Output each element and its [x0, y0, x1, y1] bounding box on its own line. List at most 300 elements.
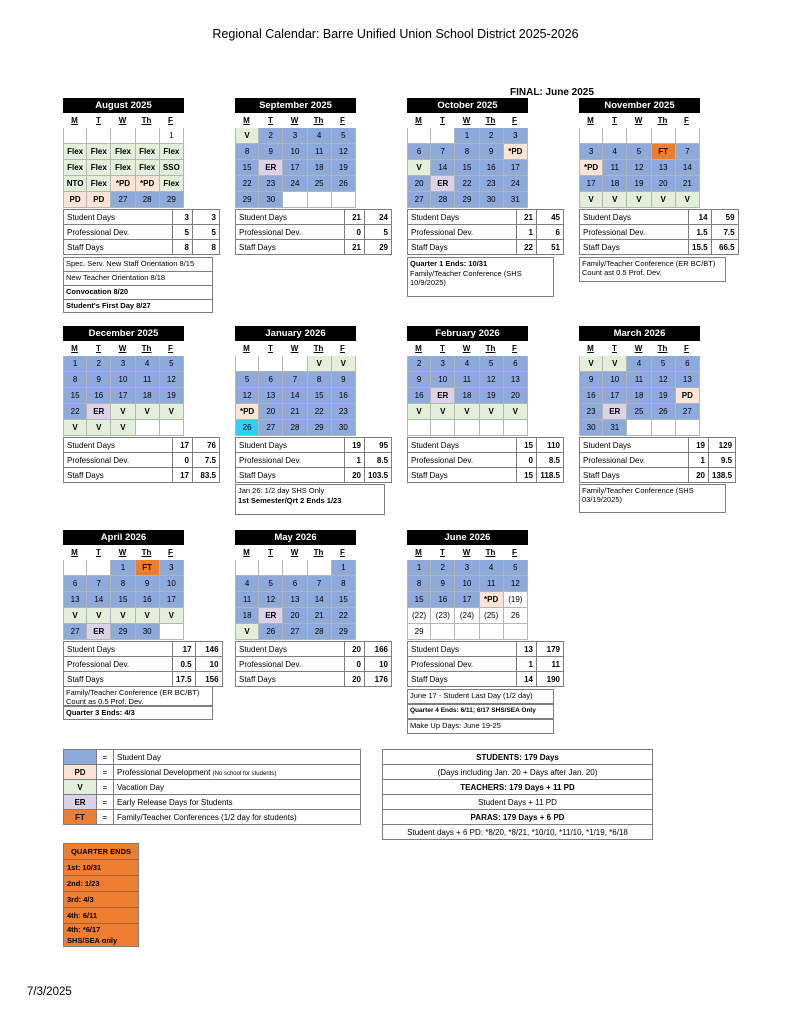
- weekday-label: F: [159, 113, 183, 128]
- day-cell: 15: [455, 160, 479, 176]
- day-cell: 1: [332, 560, 356, 576]
- day-cell: 30: [259, 192, 283, 208]
- weekday-label: W: [627, 113, 651, 128]
- day-cell: 9: [407, 372, 431, 388]
- day-cell: 6: [259, 372, 283, 388]
- day-cell: 21: [283, 404, 307, 420]
- stats-row: [236, 240, 392, 255]
- day-cell: [431, 624, 455, 640]
- day-cell: 17: [455, 592, 479, 608]
- day-cell: 24: [504, 176, 528, 192]
- day-cell: 4: [480, 560, 504, 576]
- day-cell: 8: [407, 576, 431, 592]
- day-cell: 8: [455, 144, 479, 160]
- weekday-label: Th: [651, 341, 675, 356]
- week-row: [407, 624, 528, 640]
- week-row: [407, 576, 528, 592]
- note-apr-conference: Family/Teacher Conference (ER BC/BT) Count as 0.5 Prof. Dev.: [63, 686, 213, 706]
- day-cell: 20: [283, 608, 307, 624]
- day-cell: [652, 128, 676, 144]
- stats-month-count: 21: [345, 240, 365, 255]
- day-cell: V: [235, 128, 259, 144]
- stats-cumulative: 10: [195, 657, 222, 672]
- week-row: [63, 576, 184, 592]
- day-cell: V: [603, 192, 627, 208]
- note-aug-new-teacher: New Teacher Orientation 8/18: [63, 271, 213, 286]
- day-cell: 27: [111, 192, 135, 208]
- week-row: [235, 420, 356, 436]
- day-cell: 26: [652, 404, 676, 420]
- day-cell: (23): [431, 608, 455, 624]
- weekday-label: M: [407, 113, 431, 128]
- stats-row: [236, 453, 392, 468]
- day-cell: 4: [235, 576, 259, 592]
- stats-row: [236, 642, 392, 657]
- stats-cumulative: 129: [709, 438, 736, 453]
- day-cell: 9: [259, 144, 283, 160]
- legend-row: [64, 750, 361, 765]
- day-cell: 16: [136, 592, 160, 608]
- day-cell: (25): [480, 608, 504, 624]
- summary-teachers: TEACHERS: 179 Days + 11 PD: [383, 780, 653, 795]
- stats-label: Student Days: [64, 642, 173, 657]
- month-stats: [407, 437, 564, 483]
- weekday-label: F: [503, 545, 527, 560]
- day-cell: 11: [627, 372, 651, 388]
- day-cell: [431, 128, 455, 144]
- stats-row: [408, 453, 564, 468]
- day-cell: 10: [283, 144, 307, 160]
- legend-swatch: V: [64, 780, 97, 795]
- week-row: [235, 592, 356, 608]
- day-cell: PD: [87, 192, 111, 208]
- day-cell: 5: [259, 576, 283, 592]
- stats-cumulative: 179: [537, 642, 564, 657]
- day-cell: 6: [63, 576, 87, 592]
- day-cell: FT: [652, 144, 676, 160]
- day-cell: 16: [407, 388, 431, 404]
- day-cell: 5: [235, 372, 259, 388]
- stats-row: [236, 672, 392, 687]
- day-cell: V: [603, 356, 627, 372]
- weekday-header: [579, 341, 700, 356]
- stats-cumulative: 190: [537, 672, 564, 687]
- day-cell: 28: [431, 192, 455, 208]
- day-cell: 23: [332, 404, 356, 420]
- day-cell: [431, 420, 455, 436]
- day-cell: 17: [283, 160, 307, 176]
- day-cell: 26: [259, 624, 283, 640]
- day-cell: 29: [407, 624, 431, 640]
- week-row: [235, 128, 356, 144]
- stats-cumulative: 76: [193, 438, 220, 453]
- week-row: [579, 356, 700, 372]
- day-cell: [283, 356, 307, 372]
- weekday-label: M: [407, 545, 431, 560]
- stats-row: [408, 225, 564, 240]
- weekday-header: [63, 341, 184, 356]
- stats-label: Professional Dev.: [64, 657, 173, 672]
- day-cell: 12: [480, 372, 504, 388]
- stats-month-count: 20: [345, 468, 365, 483]
- month-calendar: [407, 326, 528, 436]
- stats-label: Professional Dev.: [236, 225, 345, 240]
- day-cell: V: [627, 192, 651, 208]
- weekday-label: W: [111, 113, 135, 128]
- weekday-label: T: [259, 341, 283, 356]
- weekday-label: F: [675, 341, 699, 356]
- day-cell: V: [480, 404, 504, 420]
- day-cell: 5: [627, 144, 651, 160]
- stats-row: [236, 657, 392, 672]
- legend-table: [63, 749, 361, 825]
- day-cell: V: [87, 420, 111, 436]
- day-cell: [235, 560, 259, 576]
- day-cell: 6: [407, 144, 431, 160]
- day-cell: Flex: [87, 176, 111, 192]
- day-cell: 2: [259, 128, 283, 144]
- day-cell: 9: [332, 372, 356, 388]
- legend-text: Family/Teacher Conferences (1/2 day for students): [114, 810, 361, 825]
- week-row: [407, 176, 528, 192]
- day-cell: 15: [332, 592, 356, 608]
- day-cell: Flex: [111, 160, 135, 176]
- day-cell: 26: [235, 420, 259, 436]
- day-cell: 2: [87, 356, 111, 372]
- stats-label: Staff Days: [408, 672, 517, 687]
- stats-row: [64, 240, 220, 255]
- day-cell: 9: [431, 576, 455, 592]
- week-row: [407, 420, 528, 436]
- day-cell: V: [579, 356, 603, 372]
- stats-label: Professional Dev.: [236, 657, 345, 672]
- day-cell: [283, 560, 307, 576]
- stats-label: Staff Days: [580, 240, 689, 255]
- day-cell: [407, 420, 431, 436]
- day-cell: 23: [259, 176, 283, 192]
- quarter-row: 3rd: 4/3: [64, 892, 138, 908]
- month-title: May 2026: [235, 530, 356, 545]
- month-calendar: [63, 326, 184, 436]
- day-cell: 2: [480, 128, 504, 144]
- stats-label: Professional Dev.: [236, 453, 345, 468]
- day-cell: [627, 128, 651, 144]
- weekday-label: Th: [307, 113, 331, 128]
- stats-cumulative: 9.5: [709, 453, 736, 468]
- week-row: [407, 356, 528, 372]
- day-cell: 3: [431, 356, 455, 372]
- stats-row: [236, 225, 392, 240]
- week-row: [235, 576, 356, 592]
- week-row: [579, 176, 700, 192]
- month-calendar: [579, 326, 700, 436]
- stats-month-count: 17: [173, 642, 196, 657]
- stats-label: Student Days: [236, 438, 345, 453]
- stats-row: [408, 240, 564, 255]
- stats-cumulative: 66.5: [711, 240, 738, 255]
- day-cell: 6: [676, 356, 700, 372]
- quarter-ends-title: QUARTER ENDS: [64, 844, 138, 860]
- week-row: [235, 372, 356, 388]
- week-row: [579, 144, 700, 160]
- stats-label: Student Days: [408, 210, 517, 225]
- day-cell: 29: [160, 192, 184, 208]
- day-cell: Flex: [160, 144, 184, 160]
- day-cell: 11: [603, 160, 627, 176]
- week-row: [579, 128, 700, 144]
- day-cell: V: [160, 608, 184, 624]
- summary-students-detail: (Days including Jan. 20 + Days after Jan. 20): [383, 765, 653, 780]
- quarter-ends-box: [63, 843, 139, 947]
- stats-row: [408, 438, 564, 453]
- day-cell: 6: [504, 356, 528, 372]
- day-cell: 11: [455, 372, 479, 388]
- note-oct-q1: Quarter 1 Ends: 10/31: [407, 257, 554, 269]
- note-aug-convocation: Convocation 8/20: [63, 285, 213, 300]
- weekday-label: M: [235, 545, 259, 560]
- day-cell: ER: [259, 160, 283, 176]
- day-cell: 12: [627, 160, 651, 176]
- day-cell: *PD: [579, 160, 603, 176]
- stats-cumulative: 5: [365, 225, 392, 240]
- day-cell: [160, 420, 184, 436]
- page-title: Regional Calendar: Barre Unified Union School District 2025-2026: [212, 27, 579, 41]
- day-cell: 25: [308, 176, 332, 192]
- day-cell: 29: [111, 624, 135, 640]
- stats-label: Professional Dev.: [580, 453, 689, 468]
- day-cell: 22: [235, 176, 259, 192]
- stats-row: [580, 468, 736, 483]
- day-cell: 15: [63, 388, 87, 404]
- stats-row: [408, 468, 564, 483]
- day-cell: 11: [308, 144, 332, 160]
- week-row: [407, 404, 528, 420]
- stats-label: Student Days: [64, 438, 173, 453]
- week-row: [63, 560, 184, 576]
- stats-cumulative: 146: [195, 642, 222, 657]
- day-cell: 17: [111, 388, 135, 404]
- stats-month-count: 22: [517, 240, 537, 255]
- month-title: October 2025: [407, 98, 528, 113]
- day-cell: V: [111, 420, 135, 436]
- day-cell: 4: [455, 356, 479, 372]
- week-row: [235, 624, 356, 640]
- weekday-label: Th: [135, 341, 159, 356]
- day-cell: 12: [652, 372, 676, 388]
- month-stats: [63, 437, 220, 483]
- day-cell: 3: [160, 560, 184, 576]
- day-cell: 29: [332, 624, 356, 640]
- weekday-label: Th: [135, 113, 159, 128]
- day-cell: 22: [332, 608, 356, 624]
- day-cell: V: [652, 192, 676, 208]
- stats-cumulative: 8: [193, 240, 220, 255]
- day-cell: 30: [480, 192, 504, 208]
- weekday-label: Th: [135, 545, 159, 560]
- weekday-header: [235, 545, 356, 560]
- day-cell: 5: [504, 560, 528, 576]
- day-cell: 10: [603, 372, 627, 388]
- stats-cumulative: 7.5: [193, 453, 220, 468]
- day-cell: 16: [480, 160, 504, 176]
- day-cell: 6: [283, 576, 307, 592]
- day-cell: 3: [455, 560, 479, 576]
- day-cell: [136, 420, 160, 436]
- stats-label: Staff Days: [64, 672, 173, 687]
- legend-row: [64, 780, 361, 795]
- day-cell: [259, 560, 283, 576]
- stats-month-count: 1: [345, 453, 365, 468]
- day-cell: ER: [259, 608, 283, 624]
- stats-month-count: 21: [517, 210, 537, 225]
- day-cell: V: [111, 608, 135, 624]
- weekday-label: M: [235, 113, 259, 128]
- stats-row: [64, 453, 220, 468]
- day-cell: 18: [136, 388, 160, 404]
- day-cell: [407, 128, 431, 144]
- week-row: [63, 420, 184, 436]
- weekday-header: [579, 113, 700, 128]
- note-aug-orientation: Spec. Serv. New Staff Orientation 8/15: [63, 257, 213, 272]
- legend-text-small: (No school for students): [212, 770, 277, 777]
- week-row: [63, 144, 184, 160]
- days-summary: [382, 749, 653, 840]
- stats-row: [580, 225, 739, 240]
- legend-swatch: ER: [64, 795, 97, 810]
- summary-paras: PARAS: 179 Days + 6 PD: [383, 810, 653, 825]
- day-cell: 15: [407, 592, 431, 608]
- day-cell: 17: [579, 176, 603, 192]
- month-stats: [407, 209, 564, 255]
- note-oct-conference: Family/Teacher Conference (SHS 10/9/2025): [407, 268, 554, 297]
- day-cell: 18: [308, 160, 332, 176]
- day-cell: [111, 128, 135, 144]
- day-cell: V: [308, 356, 332, 372]
- month-title: December 2025: [63, 326, 184, 341]
- legend-text: Vacation Day: [114, 780, 361, 795]
- day-cell: 4: [136, 356, 160, 372]
- week-row: [235, 160, 356, 176]
- day-cell: V: [111, 404, 135, 420]
- stats-cumulative: 10: [365, 657, 392, 672]
- weekday-label: W: [455, 341, 479, 356]
- day-cell: *PD: [504, 144, 528, 160]
- weekday-label: Th: [479, 113, 503, 128]
- stats-label: Professional Dev.: [64, 453, 173, 468]
- weekday-label: Th: [479, 341, 503, 356]
- weekday-label: T: [87, 113, 111, 128]
- stats-cumulative: 5: [193, 225, 220, 240]
- weekday-label: M: [63, 341, 87, 356]
- day-cell: 14: [431, 160, 455, 176]
- day-cell: 5: [160, 356, 184, 372]
- day-cell: 10: [160, 576, 184, 592]
- day-cell: 7: [283, 372, 307, 388]
- day-cell: 16: [332, 388, 356, 404]
- day-cell: [87, 128, 111, 144]
- stats-label: Staff Days: [236, 240, 345, 255]
- day-cell: 13: [652, 160, 676, 176]
- day-cell: V: [407, 160, 431, 176]
- day-cell: V: [63, 608, 87, 624]
- stats-month-count: 19: [689, 438, 709, 453]
- day-cell: V: [431, 404, 455, 420]
- day-cell: 23: [579, 404, 603, 420]
- weekday-label: Th: [651, 113, 675, 128]
- stats-month-count: 15: [517, 438, 537, 453]
- day-cell: 8: [111, 576, 135, 592]
- day-cell: V: [235, 624, 259, 640]
- day-cell: 22: [455, 176, 479, 192]
- day-cell: *PD: [111, 176, 135, 192]
- stats-cumulative: 11: [537, 657, 564, 672]
- stats-cumulative: 166: [365, 642, 392, 657]
- day-cell: [283, 192, 307, 208]
- month-stats: [579, 209, 739, 255]
- day-cell: 19: [332, 160, 356, 176]
- weekday-label: W: [111, 341, 135, 356]
- day-cell: 13: [676, 372, 700, 388]
- stats-label: Student Days: [580, 210, 689, 225]
- week-row: [63, 404, 184, 420]
- stats-month-count: 20: [345, 642, 365, 657]
- week-row: [63, 592, 184, 608]
- stats-row: [64, 438, 220, 453]
- day-cell: 14: [283, 388, 307, 404]
- legend-text-main: Professional Development: [117, 767, 211, 777]
- month-title: April 2026: [63, 530, 184, 545]
- day-cell: 8: [308, 372, 332, 388]
- day-cell: 5: [652, 356, 676, 372]
- day-cell: (19): [504, 592, 528, 608]
- stats-month-count: 0: [517, 453, 537, 468]
- legend-row: [64, 795, 361, 810]
- stats-row: [64, 225, 220, 240]
- stats-label: Student Days: [580, 438, 689, 453]
- stats-month-count: 19: [345, 438, 365, 453]
- month-calendar: [235, 530, 356, 640]
- stats-month-count: 1: [689, 453, 709, 468]
- month-title: March 2026: [579, 326, 700, 341]
- day-cell: V: [160, 404, 184, 420]
- day-cell: [504, 420, 528, 436]
- day-cell: 3: [504, 128, 528, 144]
- weekday-header: [235, 341, 356, 356]
- stats-cumulative: 138.5: [709, 468, 736, 483]
- stats-label: Staff Days: [64, 240, 173, 255]
- day-cell: NTO: [63, 176, 87, 192]
- week-row: [407, 192, 528, 208]
- day-cell: 16: [431, 592, 455, 608]
- weekday-label: F: [331, 545, 355, 560]
- weekday-label: T: [603, 113, 627, 128]
- week-row: [63, 192, 184, 208]
- day-cell: [87, 560, 111, 576]
- stats-month-count: 3: [173, 210, 193, 225]
- stats-month-count: 14: [517, 672, 537, 687]
- stats-row: [64, 672, 223, 687]
- stats-month-count: 1: [517, 225, 537, 240]
- day-cell: 1: [111, 560, 135, 576]
- day-cell: 13: [63, 592, 87, 608]
- day-cell: *PD: [480, 592, 504, 608]
- day-cell: 30: [579, 420, 603, 436]
- day-cell: PD: [676, 388, 700, 404]
- note-jun-q4: Quarter 4 Ends: 6/11; 6/17 SHS/SEA Only: [407, 704, 554, 719]
- day-cell: PD: [63, 192, 87, 208]
- stats-cumulative: 45: [537, 210, 564, 225]
- weekday-label: F: [503, 113, 527, 128]
